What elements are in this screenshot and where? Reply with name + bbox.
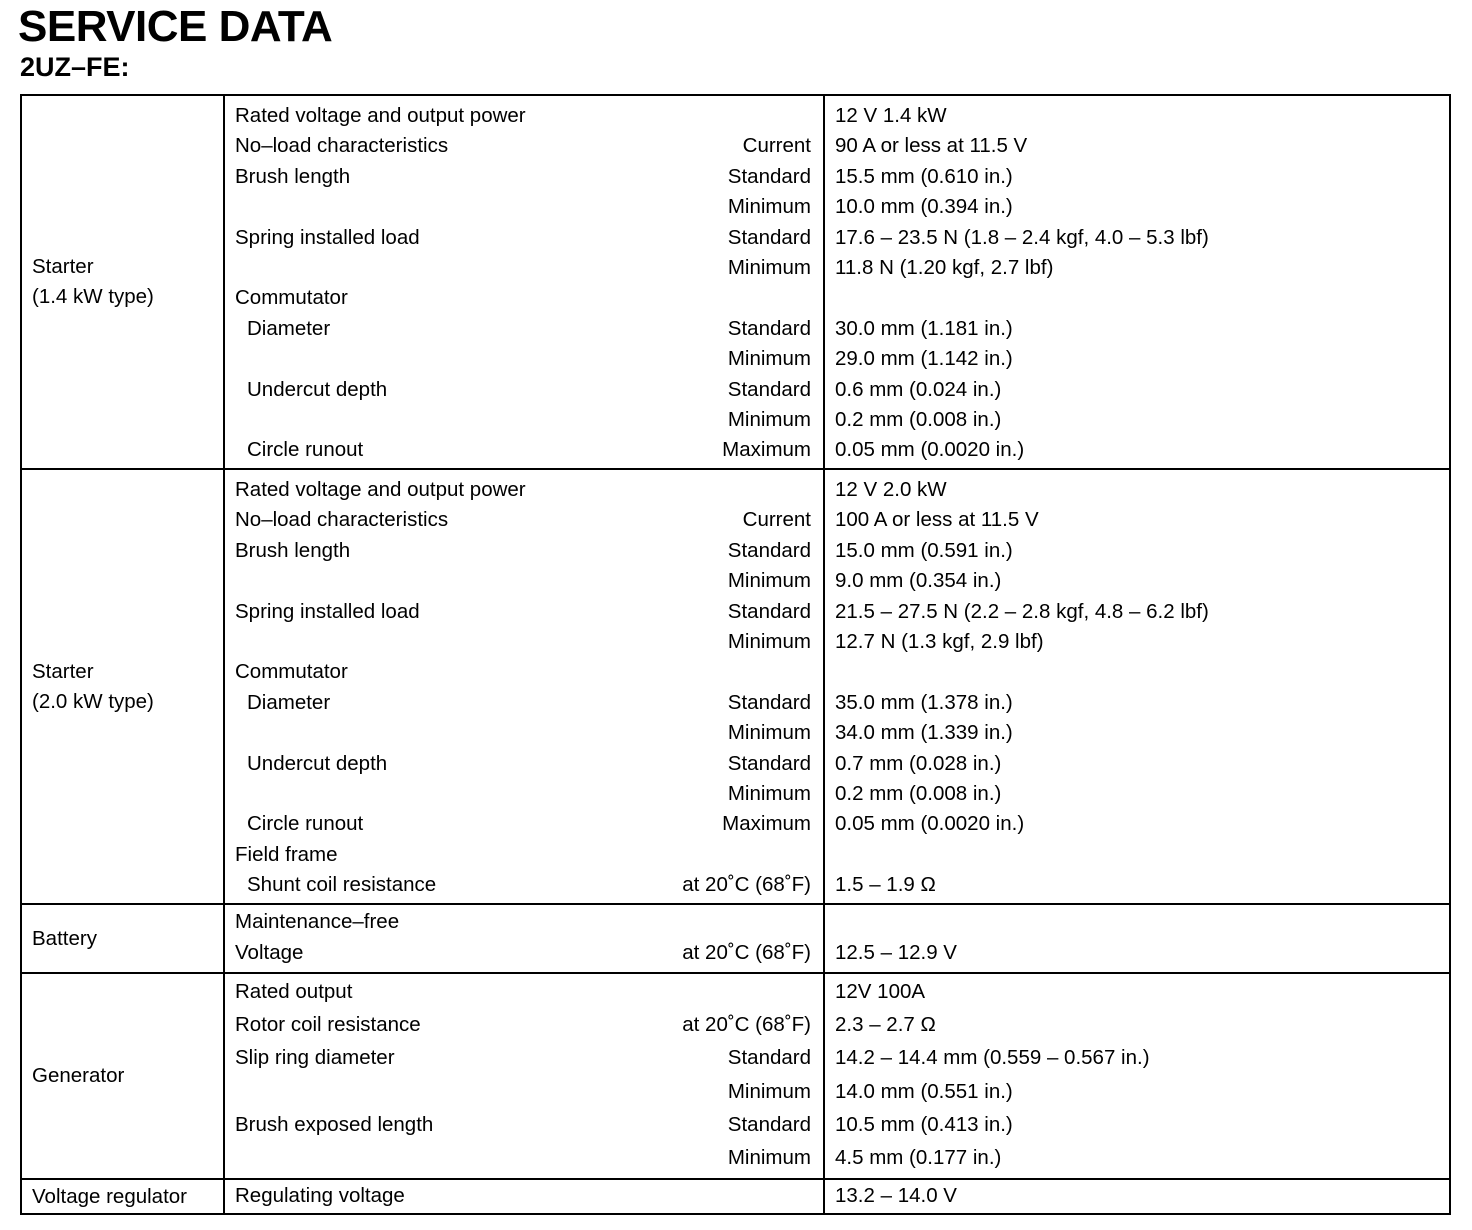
spec-value-row	[825, 1181, 1449, 1211]
spec-value: 12V 100A	[835, 980, 926, 1003]
spec-value-row	[825, 1143, 1449, 1173]
spec-row	[225, 977, 823, 1007]
spec-value-row	[825, 907, 1449, 937]
component-name-cell	[22, 96, 225, 468]
spec-section	[22, 468, 1449, 903]
spec-row	[225, 566, 823, 596]
spec-condition: Minimum	[727, 408, 811, 431]
spec-value-row	[825, 101, 1449, 131]
value-column	[825, 974, 1449, 1178]
spec-row	[225, 192, 823, 222]
spec-row	[225, 870, 823, 900]
spec-item-label: Rated voltage and output power	[235, 104, 526, 127]
spec-condition: Standard	[727, 599, 811, 623]
spec-value: 4.5 mm (0.177 in.)	[835, 1146, 1002, 1169]
spec-row	[225, 907, 823, 937]
spec-value-row	[825, 131, 1449, 161]
spec-condition: Minimum	[727, 630, 811, 653]
spec-condition: Maximum	[722, 438, 811, 462]
component-name-cell	[22, 974, 225, 1178]
spec-item-label: Brush exposed length	[235, 1112, 434, 1136]
spec-value: 15.0 mm (0.591 in.)	[835, 538, 1013, 562]
spec-value: 10.5 mm (0.413 in.)	[835, 1112, 1013, 1136]
spec-condition: at 20˚C (68˚F)	[682, 873, 811, 897]
spec-value: 10.0 mm (0.394 in.)	[835, 195, 1013, 219]
spec-value-row	[825, 1110, 1449, 1140]
spec-value: 0.05 mm (0.0020 in.)	[835, 812, 1025, 836]
item-column	[225, 470, 825, 903]
spec-item-label: Circle runout	[247, 438, 364, 462]
spec-value-row	[825, 1043, 1449, 1073]
spec-row	[225, 435, 823, 465]
component-name: Voltage regulator	[32, 1184, 188, 1208]
spec-value-row	[825, 344, 1449, 374]
spec-value: 35.0 mm (1.378 in.)	[835, 690, 1013, 714]
spec-row	[225, 1181, 823, 1211]
page-title: SERVICE DATA	[18, 2, 333, 51]
spec-value: 0.2 mm (0.008 in.)	[835, 782, 1002, 805]
service-data-table	[20, 94, 1451, 1215]
component-name: Starter	[32, 255, 94, 278]
spec-item-label: Spring installed load	[235, 225, 420, 249]
spec-condition: Standard	[727, 225, 811, 249]
spec-row	[225, 162, 823, 192]
spec-value-row	[825, 657, 1449, 687]
spec-item-label: Shunt coil resistance	[247, 873, 437, 897]
spec-value: 11.8 N (1.20 kgf, 2.7 lbf)	[835, 256, 1054, 279]
spec-row	[225, 1010, 823, 1040]
spec-value-row	[825, 283, 1449, 313]
spec-condition: at 20˚C (68˚F)	[682, 940, 811, 964]
spec-value-row	[825, 749, 1449, 779]
spec-value: 12.5 – 12.9 V	[835, 940, 957, 964]
spec-row	[225, 505, 823, 535]
spec-item-label: Maintenance–free	[235, 910, 400, 933]
spec-value-row	[825, 597, 1449, 627]
spec-row	[225, 1077, 823, 1107]
spec-item-label: Rotor coil resistance	[235, 1013, 421, 1037]
spec-row	[225, 840, 823, 870]
item-column	[225, 96, 825, 468]
component-name-cell	[22, 1180, 225, 1213]
spec-item-label: Commutator	[235, 286, 348, 310]
spec-condition: Minimum	[727, 782, 811, 805]
spec-condition: Standard	[727, 751, 811, 775]
spec-value-row	[825, 505, 1449, 535]
spec-row	[225, 597, 823, 627]
spec-value: 14.0 mm (0.551 in.)	[835, 1079, 1013, 1103]
spec-value: 12 V 1.4 kW	[835, 104, 947, 127]
spec-item-label: No–load characteristics	[235, 134, 449, 158]
spec-value-row	[825, 977, 1449, 1007]
spec-value-row	[825, 566, 1449, 596]
spec-value: 0.2 mm (0.008 in.)	[835, 408, 1002, 431]
spec-item-label: Diameter	[247, 316, 331, 340]
spec-value-row	[825, 1010, 1449, 1040]
spec-item-label: Commutator	[235, 660, 348, 684]
spec-section	[22, 96, 1449, 468]
spec-condition: Minimum	[727, 569, 811, 593]
spec-row	[225, 375, 823, 405]
spec-row	[225, 809, 823, 839]
spec-value: 34.0 mm (1.339 in.)	[835, 721, 1013, 745]
spec-value: 12 V 2.0 kW	[835, 478, 947, 501]
spec-value: 21.5 – 27.5 N (2.2 – 2.8 kgf, 4.8 – 6.2 lbf)	[835, 599, 1209, 623]
spec-value-row	[825, 314, 1449, 344]
spec-row	[225, 475, 823, 505]
spec-condition: Minimum	[727, 347, 811, 371]
component-name: (1.4 kW type)	[32, 285, 154, 308]
spec-item-label: Undercut depth	[247, 751, 388, 775]
component-name: Battery	[32, 926, 97, 950]
spec-value: 0.7 mm (0.028 in.)	[835, 751, 1002, 775]
spec-value-row	[825, 870, 1449, 900]
spec-item-label: Brush length	[235, 538, 351, 562]
spec-item-label: Diameter	[247, 690, 331, 714]
spec-value: 15.5 mm (0.610 in.)	[835, 164, 1013, 188]
spec-value: 90 A or less at 11.5 V	[835, 134, 1028, 158]
spec-condition: Minimum	[727, 256, 811, 279]
spec-row	[225, 131, 823, 161]
spec-item-label: Circle runout	[247, 812, 364, 836]
value-column	[825, 470, 1449, 903]
spec-item-label: Rated voltage and output power	[235, 478, 526, 501]
spec-condition: Minimum	[727, 1146, 811, 1169]
spec-value: 0.05 mm (0.0020 in.)	[835, 438, 1025, 462]
spec-item-label: Spring installed load	[235, 599, 420, 623]
spec-value: 9.0 mm (0.354 in.)	[835, 569, 1002, 593]
spec-value-row	[825, 627, 1449, 657]
spec-item-label: Voltage	[235, 940, 304, 964]
spec-value: 2.3 – 2.7 Ω	[835, 1013, 936, 1037]
spec-condition: Standard	[727, 377, 811, 401]
spec-row	[225, 314, 823, 344]
spec-value-row	[825, 192, 1449, 222]
spec-condition: Standard	[727, 316, 811, 340]
spec-condition: Standard	[727, 690, 811, 714]
spec-item-label: Brush length	[235, 164, 351, 188]
spec-item-label: Field frame	[235, 842, 338, 866]
spec-item-label: Rated output	[235, 980, 353, 1003]
spec-value: 12.7 N (1.3 kgf, 2.9 lbf)	[835, 630, 1044, 653]
spec-value-row	[825, 223, 1449, 253]
value-column	[825, 1180, 1449, 1213]
spec-value-row	[825, 475, 1449, 505]
spec-value: 1.5 – 1.9 Ω	[835, 873, 936, 897]
spec-condition: Maximum	[722, 812, 811, 836]
spec-value-row	[825, 253, 1449, 283]
spec-row	[225, 536, 823, 566]
spec-row	[225, 253, 823, 283]
value-column	[825, 96, 1449, 468]
spec-section	[22, 1178, 1449, 1213]
spec-value-row	[825, 405, 1449, 435]
component-name: (2.0 kW type)	[32, 689, 154, 713]
spec-row	[225, 779, 823, 809]
spec-section	[22, 972, 1449, 1178]
spec-condition: Minimum	[727, 1079, 811, 1103]
spec-value-row	[825, 1077, 1449, 1107]
spec-value-row	[825, 718, 1449, 748]
spec-condition: Minimum	[727, 195, 811, 219]
spec-value: 100 A or less at 11.5 V	[835, 508, 1039, 532]
spec-condition: Standard	[727, 1046, 811, 1070]
spec-value-row	[825, 938, 1449, 968]
component-name: Starter	[32, 659, 94, 683]
spec-row	[225, 657, 823, 687]
spec-condition: Standard	[727, 1112, 811, 1136]
spec-row	[225, 405, 823, 435]
spec-row	[225, 749, 823, 779]
spec-condition: at 20˚C (68˚F)	[682, 1013, 811, 1037]
spec-value-row	[825, 809, 1449, 839]
engine-code-subtitle: 2UZ–FE:	[20, 52, 130, 82]
spec-value-row	[825, 375, 1449, 405]
spec-row	[225, 1143, 823, 1173]
spec-condition: Current	[742, 508, 811, 532]
spec-value-row	[825, 435, 1449, 465]
spec-row	[225, 938, 823, 968]
spec-value-row	[825, 688, 1449, 718]
spec-condition: Minimum	[727, 721, 811, 745]
component-name-cell	[22, 905, 225, 972]
spec-row	[225, 1110, 823, 1140]
spec-item-label: Slip ring diameter	[235, 1046, 395, 1070]
component-name: Generator	[32, 1064, 125, 1087]
spec-row	[225, 718, 823, 748]
spec-row	[225, 223, 823, 253]
spec-item-label: Undercut depth	[247, 377, 388, 401]
item-column	[225, 974, 825, 1178]
spec-value: 30.0 mm (1.181 in.)	[835, 316, 1013, 340]
spec-row	[225, 344, 823, 374]
spec-value: 17.6 – 23.5 N (1.8 – 2.4 kgf, 4.0 – 5.3 lbf)	[835, 225, 1209, 249]
spec-value-row	[825, 162, 1449, 192]
spec-value-row	[825, 779, 1449, 809]
spec-value: 29.0 mm (1.142 in.)	[835, 347, 1013, 371]
spec-row	[225, 688, 823, 718]
spec-row	[225, 283, 823, 313]
spec-row	[225, 627, 823, 657]
value-column	[825, 905, 1449, 972]
item-column	[225, 905, 825, 972]
spec-item-label: No–load characteristics	[235, 508, 449, 532]
spec-condition: Standard	[727, 164, 811, 188]
spec-row	[225, 101, 823, 131]
spec-section	[22, 903, 1449, 972]
spec-row	[225, 1043, 823, 1073]
spec-condition: Standard	[727, 538, 811, 562]
spec-value: 0.6 mm (0.024 in.)	[835, 377, 1002, 401]
item-column	[225, 1180, 825, 1213]
spec-value: 13.2 – 14.0 V	[835, 1184, 957, 1207]
spec-value: 14.2 – 14.4 mm (0.559 – 0.567 in.)	[835, 1046, 1150, 1070]
spec-value-row	[825, 840, 1449, 870]
spec-item-label: Regulating voltage	[235, 1184, 405, 1207]
component-name-cell	[22, 470, 225, 903]
spec-condition: Current	[742, 134, 811, 158]
spec-value-row	[825, 536, 1449, 566]
